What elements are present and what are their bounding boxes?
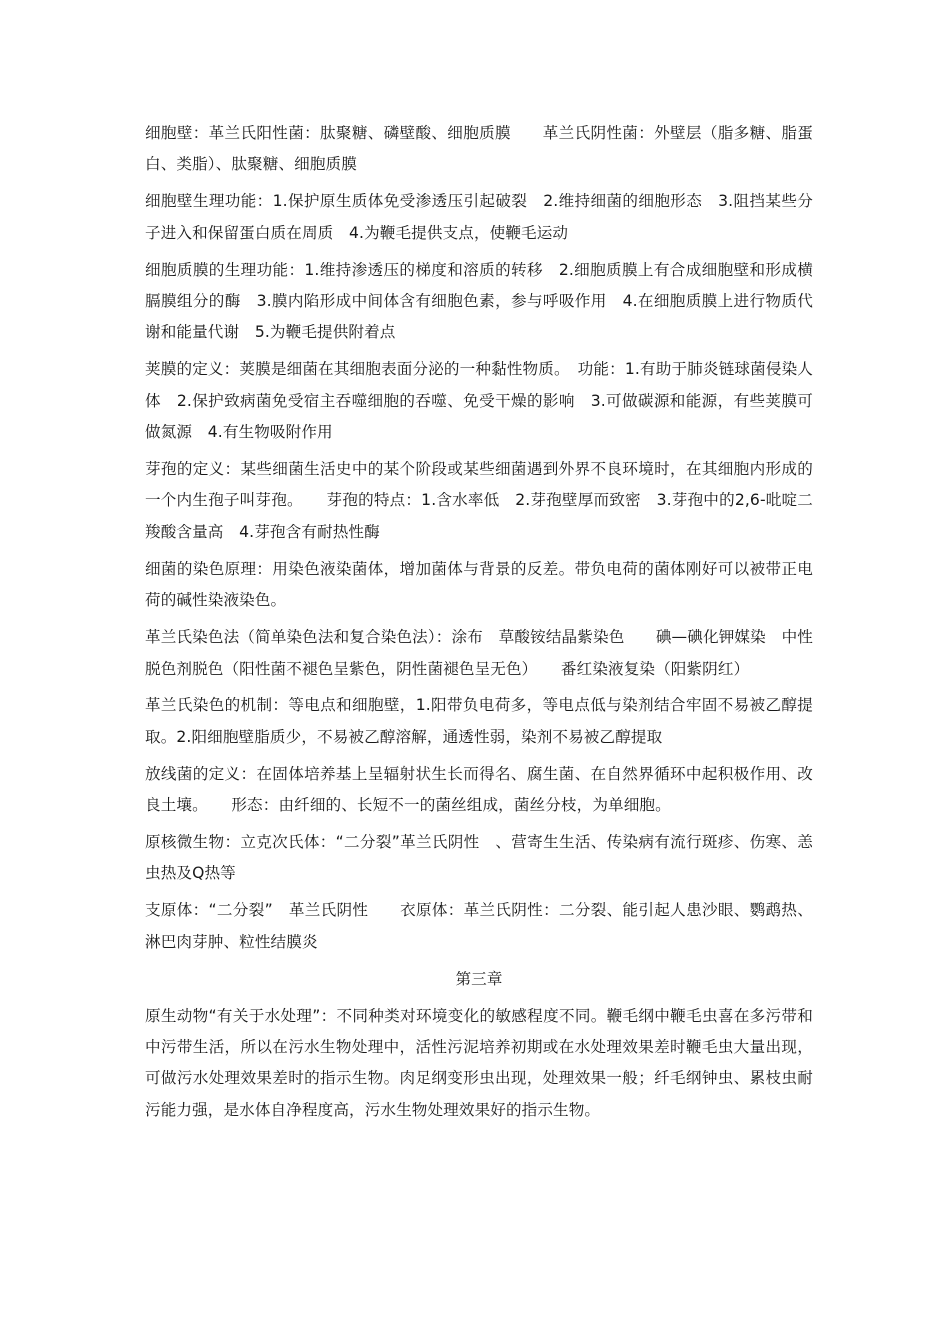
paragraph-gram-stain-mechanism: 革兰氏染色的机制：等电点和细胞壁，1.阳带负电荷多，等电点低与染剂结合牢固不易被乙醇提取。2.阳细胞壁脂质少，不易被乙醇溶解，通透性弱，染剂不易被乙醇提取 bbox=[145, 696, 813, 746]
paragraph-protozoa-water-treatment: 原生动物“有关于水处理”：不同种类对环境变化的敏感程度不同。鞭毛纲中鞭毛虫喜在多污带和中污带生活，所以在污水生物处理中，活性污泥培养初期或在水处理效果差时鞭毛虫大量出现，可做污水处理效果差时的指示生物。肉足纲变形虫出现，处理效果一般；纤毛纲钟虫、累枝虫耐污能力强，是水体自净程度高，污水生物处理效果好的指示生物。 bbox=[145, 1006, 813, 1119]
paragraph-cell-membrane-function: 细胞质膜的生理功能：1.维持渗透压的梯度和溶质的转移 2.细胞质膜上有合成细胞壁和形成横膈膜组分的酶 3.膜内陷形成中间体含有细胞色素，参与呼吸作用 4.在细胞质膜上进行物质代谢和能量代谢 5.为鞭毛提供附着点 bbox=[145, 260, 813, 342]
paragraph-capsule: 荚膜的定义：荚膜是细菌在其细胞表面分泌的一种黏性物质。 功能：1.有助于肺炎链球菌侵染人体 2.保护致病菌免受宿主吞噬细胞的吞噬、免受干燥的影响 3.可做碳源和能源，有些荚膜可做氮源 4.有生物吸附作用 bbox=[145, 360, 813, 442]
document-page bbox=[145, 118, 813, 1132]
paragraph-prokaryote-rickettsia: 原核微生物：立克次氏体：“二分裂”革兰氏阴性 、营寄生生活、传染病有流行斑疹、伤寒、恙虫热及Q热等 bbox=[145, 833, 813, 883]
paragraph-staining-principle: 细菌的染色原理：用染色液染菌体，增加菌体与背景的反差。带负电荷的菌体刚好可以被带正电荷的碱性染液染色。 bbox=[145, 559, 813, 610]
paragraph-mycoplasma-chlamydia: 支原体：“二分裂” 革兰氏阴性 衣原体：革兰氏阴性：二分裂、能引起人患沙眼、鹦鹉热、淋巴肉芽肿、粒性结膜炎 bbox=[145, 901, 813, 951]
paragraph-gram-stain-method: 革兰氏染色法（简单染色法和复合染色法）：涂布 草酸铵结晶紫染色 碘—碘化钾媒染 中性脱色剂脱色（阳性菌不褪色呈紫色，阴性菌褪色呈无色） 番红染液复染（阳紫阴红） bbox=[145, 628, 813, 678]
paragraph-cell-wall: 细胞壁：革兰氏阳性菌：肽聚糖、磷壁酸、细胞质膜 革兰氏阴性菌：外壁层（脂多糖、脂蛋白、类脂）、肽聚糖、细胞质膜 bbox=[145, 124, 813, 174]
chapter-heading: 第三章 bbox=[455, 969, 503, 988]
paragraph-spore: 芽孢的定义：某些细菌生活史中的某个阶段或某些细菌遇到外界不良环境时，在其细胞内形成的一个内生孢子叫芽孢。 芽孢的特点：1.含水率低 2.芽孢壁厚而致密 3.芽孢中的2,6-吡啶二羧酸含量高 4.芽孢含有耐热性酶 bbox=[145, 460, 813, 541]
paragraph-cell-wall-function: 细胞壁生理功能：1.保护原生质体免受渗透压引起破裂 2.维持细菌的细胞形态 3.阻挡某些分子进入和保留蛋白质在周质 4.为鞭毛提供支点，使鞭毛运动 bbox=[145, 192, 813, 242]
paragraph-actinomycete: 放线菌的定义：在固体培养基上呈辐射状生长而得名、腐生菌、在自然界循环中起积极作用、改良土壤。 形态：由纤细的、长短不一的菌丝组成，菌丝分枝，为单细胞。 bbox=[145, 764, 813, 815]
